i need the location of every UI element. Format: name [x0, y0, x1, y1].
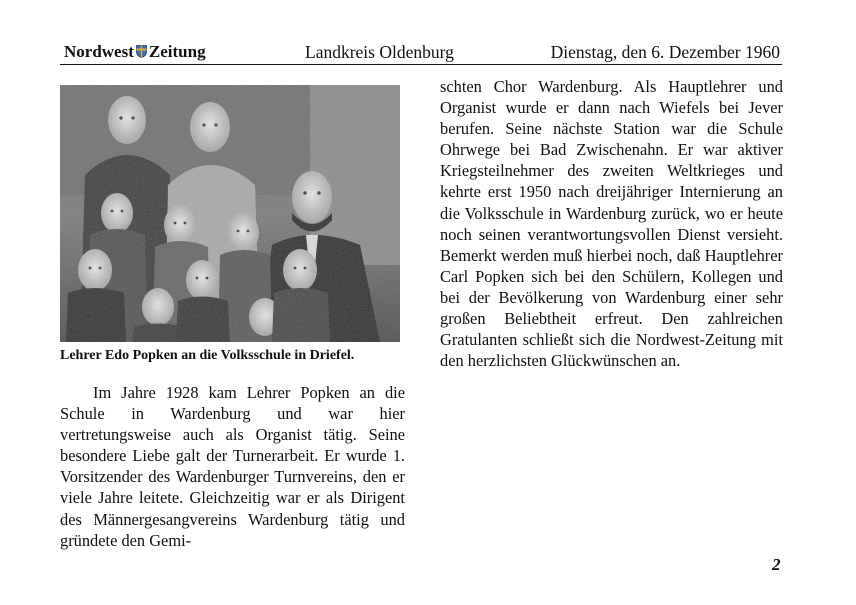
- crest-icon: [136, 45, 147, 58]
- issue-date: Dienstag, den 6. Dezember 1960: [550, 42, 780, 62]
- region-label: Landkreis Oldenburg: [305, 42, 454, 62]
- class-photo-image: [60, 85, 400, 342]
- article-text-left-column: Im Jahre 1928 kam Lehrer Popken an die Schule in Wardenburg und war hier vertretungsweise auch als Organist tätig. Seine besondere Liebe galt der Turnerarbeit. Er wurde 1. Vorsitzender des Wardenburger Turnvereins, den er viele Jahre leitete. Gleichzeitig war er als Dirigent des Männergesangvereins Wardenburg tätig und gründete den Gemi-: [60, 383, 405, 550]
- masthead-name-part1: Nordwest: [64, 42, 134, 61]
- page-number: 2: [772, 555, 781, 574]
- newspaper-header: [60, 40, 782, 65]
- class-photograph: [60, 85, 400, 342]
- article-text-right-column: schten Chor Wardenburg. Als Hauptlehrer und Organist wurde er dann nach Wiefels bei Jever berufen. Seine nächste Station war die Schule Ohrwege bei Bad Zwischenahn. Er war aktiver Kriegsteilnehmer des zweiten Weltkrieges und kehrte erst 1950 nach dreijähriger Internierung an die Volksschule in Wardenburg zurück, wo er heute noch seinen verantwortungsvollen Dienst versieht. Bemerkt werden muß hierbei noch, daß Hauptlehrer Carl Popken sich bei den Schülern, Kollegen und bei der Bevölkerung von Wardenburg einer sehr großen Beliebtheit erfreut. Den zahlreichen Gratulanten schließt sich die Nordwest-Zeitung mit den herzlichsten Glückwünschen an.: [440, 77, 783, 371]
- photo-caption: Lehrer Edo Popken an die Volksschule in Driefel.: [60, 348, 355, 363]
- masthead-name-part2: Zeitung: [148, 42, 206, 61]
- masthead: [64, 40, 206, 64]
